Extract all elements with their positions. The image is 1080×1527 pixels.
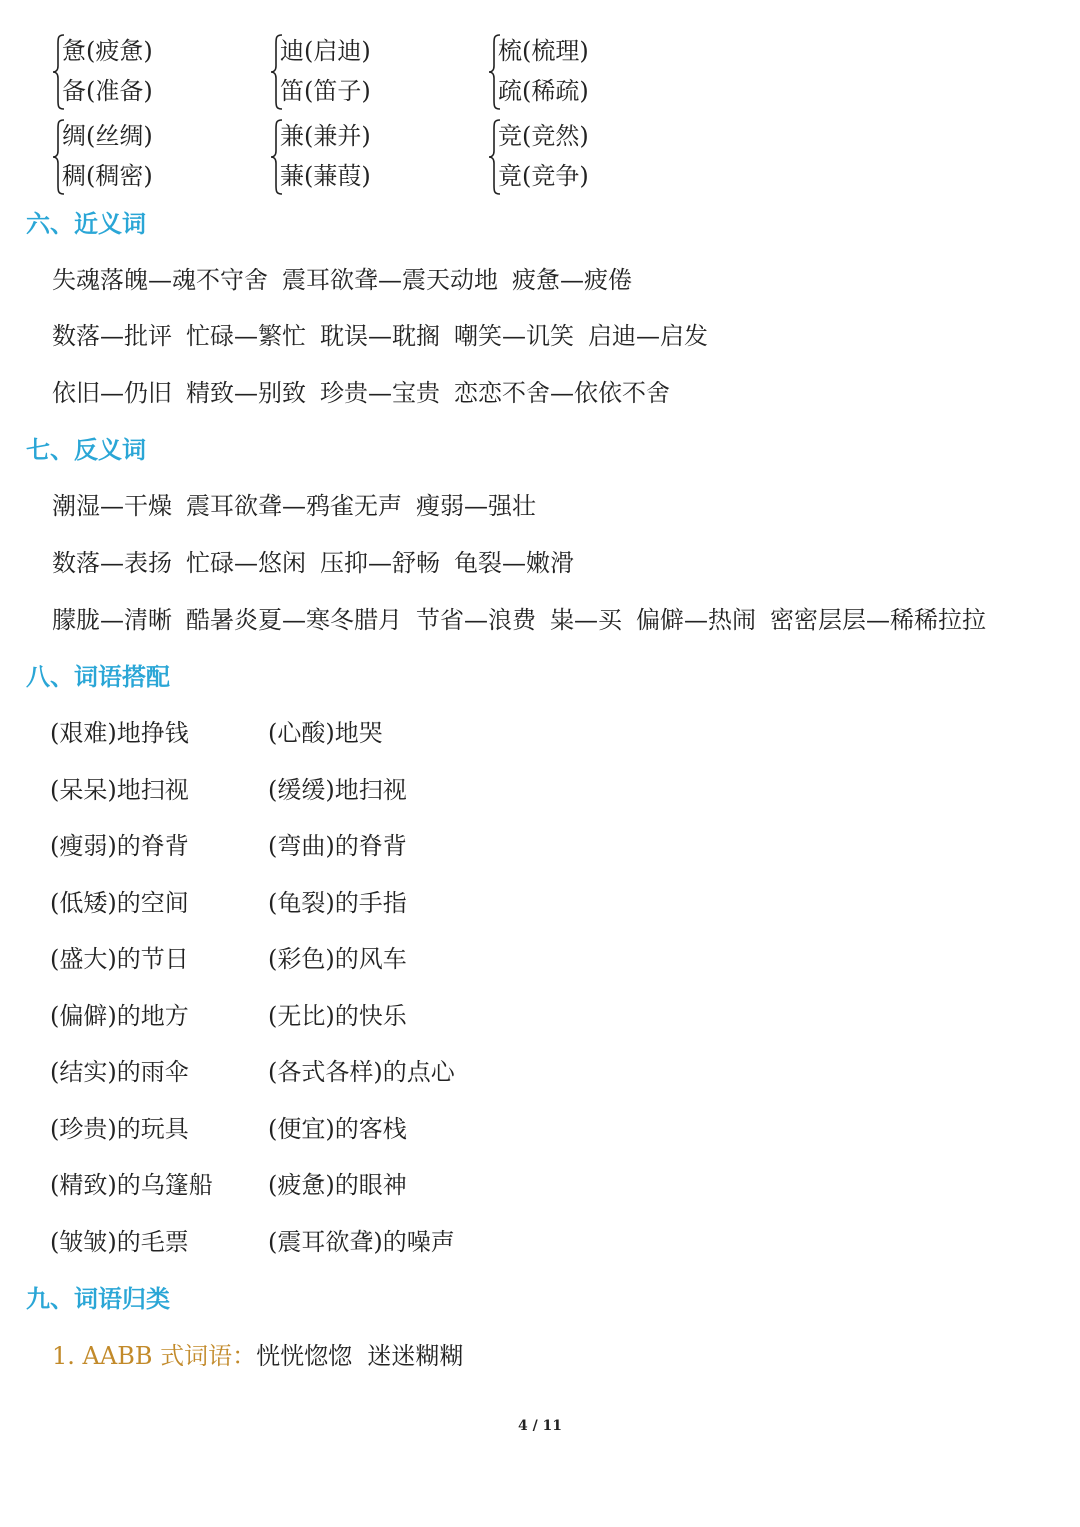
collocation-item: (疲惫)的眼神 (268, 1171, 407, 1199)
word-pair: 数落—表扬 (52, 549, 172, 577)
word-pair: 震耳欲聋—震天动地 (282, 266, 498, 294)
char-group (270, 32, 460, 112)
classification-words: 恍恍惚惚 迷迷糊糊 (256, 1342, 464, 1370)
collocation-item: (盛大)的节日 (50, 945, 189, 973)
collocation-item: (偏僻)的地方 (50, 1002, 189, 1030)
word-pair: 朦胧—清晰 (52, 606, 172, 634)
antonym-line (52, 547, 588, 579)
char-group (488, 117, 678, 197)
word-pair: 忙碌—繁忙 (186, 322, 306, 350)
char-group-line: 绸(丝绸) (62, 122, 153, 150)
collocation-item: (皱皱)的毛票 (50, 1228, 189, 1256)
char-group-line: 惫(疲惫) (62, 37, 153, 65)
word-pair: 启迪—启发 (588, 322, 708, 350)
char-group-line: 竞(竞然) (498, 122, 589, 150)
collocation-item: (心酸)地哭 (268, 719, 383, 747)
collocation-item: (精致)的乌篷船 (50, 1171, 213, 1199)
word-pair: 疲惫—疲倦 (512, 266, 632, 294)
collocation-item: (龟裂)的手指 (268, 889, 407, 917)
word-pair: 潮湿—干燥 (52, 492, 172, 520)
word-pair: 瘦弱—强壮 (416, 492, 536, 520)
synonym-line (52, 264, 646, 296)
word-pair: 震耳欲聋—鸦雀无声 (186, 492, 402, 520)
word-pair: 嘲笑—讥笑 (454, 322, 574, 350)
section-heading-synonyms: 六、近义词 (26, 210, 146, 238)
word-pair: 依旧—仍旧 (52, 379, 172, 407)
char-group-line: 备(准备) (62, 77, 153, 105)
collocation-item: (缓缓)地扫视 (268, 776, 407, 804)
word-pair: 珍贵—宝贵 (320, 379, 440, 407)
collocation-item: (艰难)地挣钱 (50, 719, 189, 747)
char-group-line: 蒹(蒹葭) (280, 162, 371, 190)
char-group (488, 32, 678, 112)
collocation-item: (便宜)的客栈 (268, 1115, 407, 1143)
word-pair: 忙碌—悠闲 (186, 549, 306, 577)
collocation-item: (瘦弱)的脊背 (50, 832, 189, 860)
word-pair: 酷暑炎夏—寒冬腊月 (186, 606, 402, 634)
word-pair: 耽误—耽搁 (320, 322, 440, 350)
char-group-line: 兼(兼并) (280, 122, 371, 150)
word-pair: 数落—批评 (52, 322, 172, 350)
collocation-item: (呆呆)地扫视 (50, 776, 189, 804)
word-pair: 龟裂—嫩滑 (454, 549, 574, 577)
collocation-item: (结实)的雨伞 (50, 1058, 189, 1086)
word-pair: 节省—浪费 (416, 606, 536, 634)
collocation-item: (低矮)的空间 (50, 889, 189, 917)
antonym-line (52, 604, 986, 636)
word-pair: 偏僻—热闹 (636, 606, 756, 634)
word-pair: 密密层层—稀稀拉拉 (770, 606, 986, 634)
section-heading-collocations: 八、词语搭配 (26, 663, 170, 691)
char-group (270, 117, 460, 197)
synonym-line (52, 320, 722, 352)
collocation-item: (珍贵)的玩具 (50, 1115, 189, 1143)
char-group-line: 竟(竞争) (498, 162, 589, 190)
word-pair: 压抑—舒畅 (320, 549, 440, 577)
char-group-line: 笛(笛子) (280, 77, 371, 105)
char-group-line: 梳(梳理) (498, 37, 589, 65)
antonym-line (52, 490, 550, 522)
collocation-item: (各式各样)的点心 (268, 1058, 455, 1086)
word-pair: 恋恋不舍—依依不舍 (454, 379, 670, 407)
section-heading-classification: 九、词语归类 (26, 1285, 170, 1313)
classification-line (52, 1340, 463, 1372)
collocation-item: (弯曲)的脊背 (268, 832, 407, 860)
collocation-item: (震耳欲聋)的噪声 (268, 1228, 455, 1256)
word-pair: 失魂落魄—魂不守舍 (52, 266, 268, 294)
char-group-line: 疏(稀疏) (498, 77, 589, 105)
classification-label: 1. AABB 式词语： (52, 1342, 257, 1370)
char-group-line: 稠(稠密) (62, 162, 153, 190)
word-pair: 精致—别致 (186, 379, 306, 407)
char-group-line: 迪(启迪) (280, 37, 371, 65)
collocation-item: (无比)的快乐 (268, 1002, 407, 1030)
synonym-line (52, 377, 684, 409)
char-group (52, 117, 242, 197)
page-number: 4 / 11 (517, 1418, 563, 1434)
collocation-item: (彩色)的风车 (268, 945, 407, 973)
char-group (52, 32, 242, 112)
word-pair: 粜—买 (550, 606, 622, 634)
section-heading-antonyms: 七、反义词 (26, 436, 146, 464)
